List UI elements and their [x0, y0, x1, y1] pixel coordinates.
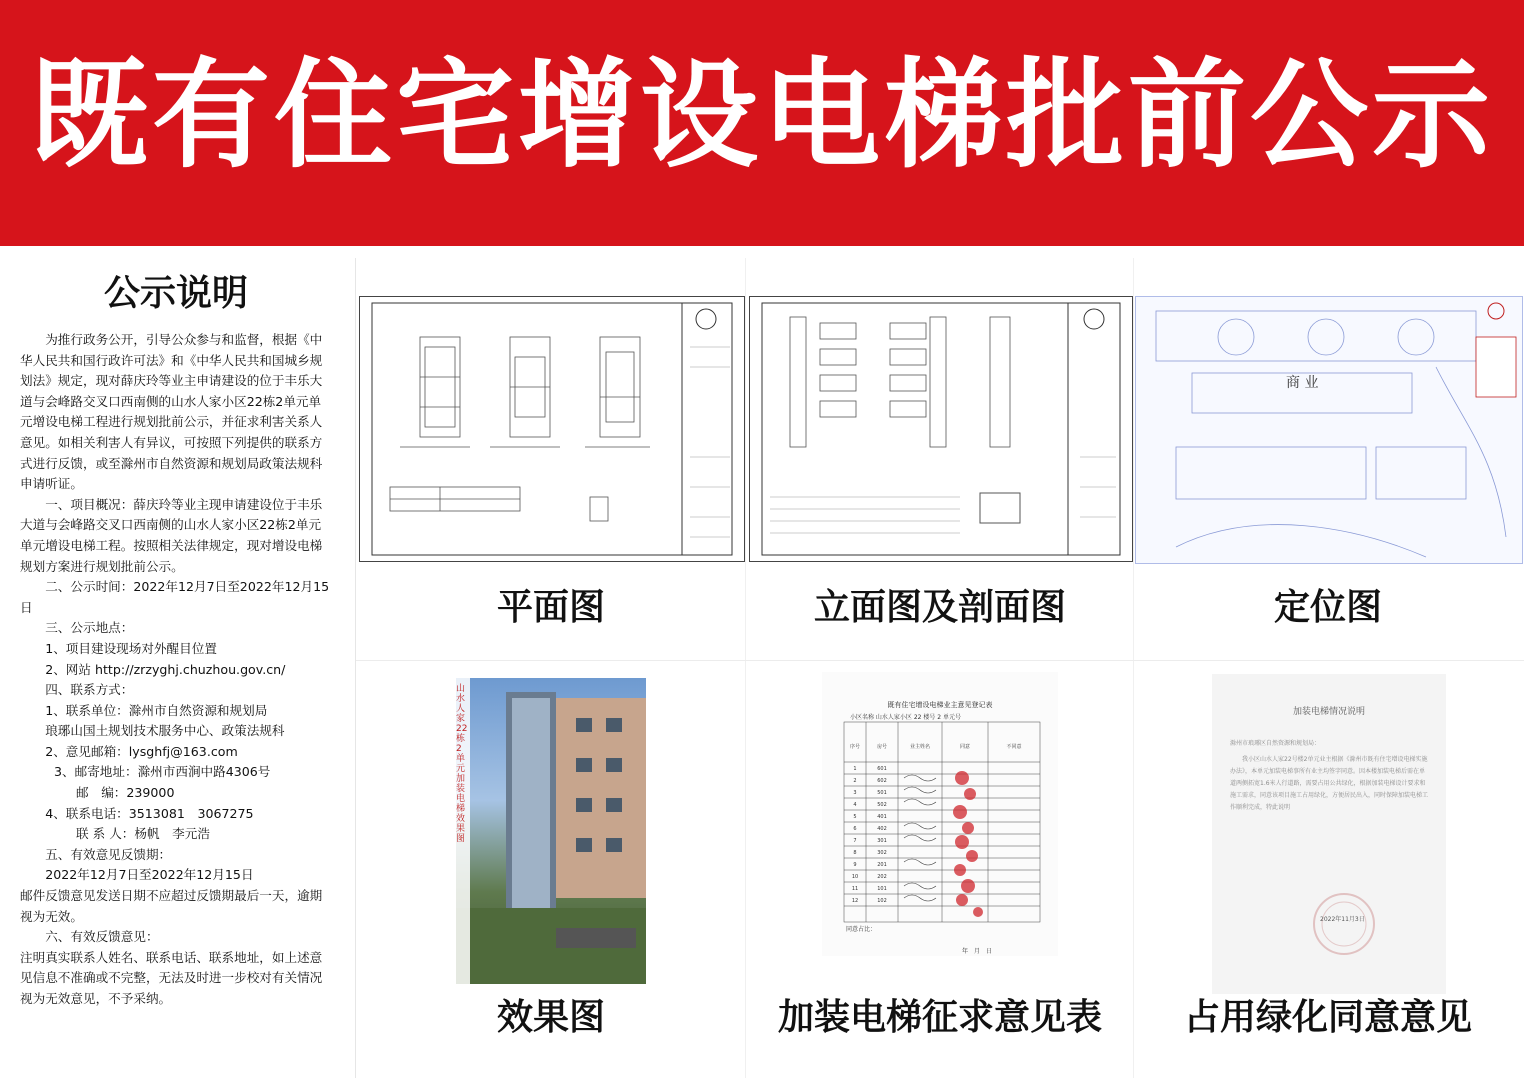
doc-date: 2022年11月3日: [1320, 916, 1365, 923]
notice-line: 3、邮寄地址：滁州市西涧中路4306号: [54, 764, 271, 780]
rendering-label: 山水人家22栋2单元加装电梯效果图: [456, 684, 468, 844]
location-map: [1135, 296, 1523, 564]
form-row-cell: 2: [853, 778, 857, 784]
notice-line: 四、联系方式：: [45, 682, 134, 698]
notice-line: 4、联系电话：3513081 3067275: [45, 805, 254, 821]
caption-plan: 平面图: [496, 587, 605, 628]
form-row-cell: 602: [877, 778, 887, 784]
form-row-cell: 10: [851, 874, 859, 880]
form-row-cell: 102: [877, 898, 887, 904]
notice-line: 为推行政务公开，引导公众参与和监督，根据《中华人民共和国行政许可法》和《中华人民共和国城乡规划法》规定，现对薛庆玲等业主申请建设的位于丰乐大道与会峰路交叉口西南侧的山水人家小区22栋2单元单元增设电梯工程进行规划批前公示，并征求利害关系人意见。如相关利害人有异议，可按照下列提供的联系方式进行反馈，或至滁州市自然资源和规划局政策法规科申请听证。: [20, 332, 323, 492]
form-row-cell: 5: [853, 814, 857, 820]
caption-location: 定位图: [1273, 587, 1382, 628]
floor-plan-svg: [360, 297, 744, 561]
form-table-svg: [822, 672, 1058, 956]
notice-section: [20, 262, 332, 1062]
form-header-cell: 同意: [959, 744, 971, 750]
caption-rendering: 效果图: [496, 997, 605, 1038]
form-row-cell: 101: [877, 886, 887, 892]
form-row-cell: 601: [877, 766, 887, 772]
notice-line: 一、项目概况：薛庆玲等业主现申请建设位于丰乐大道与会峰路交叉口西南侧的山水人家小区22栋2单元单元增设电梯工程。按照相关法律规定，现对增设电梯规划方案进行规划批前公示。: [20, 496, 323, 574]
form-title: 既有住宅增设电梯业主意见登记表: [887, 701, 993, 709]
form-row-cell: 301: [877, 838, 887, 844]
form-row-cell: 501: [877, 790, 887, 796]
form-row-cell: 1: [853, 766, 857, 772]
notice-line: 五、有效意见反馈期：: [45, 846, 172, 862]
caption-elevation: 立面图及剖面图: [813, 587, 1066, 628]
notice-heading: 公示说明: [103, 273, 248, 314]
column-divider: [1133, 258, 1134, 1078]
form-row-cell: 4: [853, 802, 857, 808]
floor-plan-drawing: [359, 296, 745, 562]
form-subtitle: 小区名称 山水人家小区 22 楼号 2 单元号: [850, 714, 961, 721]
notice-line: 六、有效反馈意见：: [45, 929, 159, 945]
greenland-doc-image: [1212, 674, 1446, 994]
form-header-cell: 序号: [849, 744, 861, 750]
form-date: 年 月 日: [962, 948, 993, 955]
form-row-cell: 11: [851, 886, 859, 892]
doc-body: 我小区山水人家22号楼2单元业主根据《滁州市既有住宅增设电梯实施办法》，本单元加装电梯事所有业主均签字同意。因本楼加装电梯后需在单道两侧拓宽1.6米人行道路，需要占用公共绿化，根据加装电梯设计要求和施工需求，同意该项目施工占用绿化，方便居民出入，同时保障加装电梯工作顺利完成，特此说明: [1230, 756, 1429, 811]
map-label: 商 业: [1286, 375, 1319, 391]
opinion-form-image: [822, 672, 1058, 956]
caption-greenland: 占用绿化同意意见: [1183, 997, 1472, 1038]
notice-line: 2022年12月7日至2022年12月15日: [45, 867, 254, 883]
title-banner: [0, 0, 1524, 246]
notice-body: [20, 330, 332, 1010]
form-row-cell: 9: [853, 862, 857, 868]
notice-line: 二、公示时间：2022年12月7日至2022年12月15日: [20, 579, 330, 615]
notice-line: 2、网站 http://zrzyghj.chuzhou.gov.cn/: [45, 661, 286, 677]
form-header-cell: 房号: [876, 744, 888, 750]
form-row-cell: 6: [853, 826, 857, 832]
row-divider: [356, 660, 1524, 661]
notice-line: 1、联系单位：滁州市自然资源和规划局: [45, 702, 268, 718]
form-header-cell: 不同意: [1006, 744, 1022, 750]
form-row-cell: 302: [877, 850, 887, 856]
notice-line: 1、项目建设现场对外醒目位置: [45, 640, 217, 656]
form-header-cell: 业主姓名: [909, 744, 931, 750]
column-divider: [355, 258, 356, 1078]
form-footer: 同意占比：: [846, 926, 877, 933]
caption-opinion-form: 加装电梯征求意见表: [777, 997, 1102, 1038]
column-divider: [745, 258, 746, 1078]
notice-line: 联 系 人：杨帆 李元浩: [76, 826, 210, 842]
form-row-cell: 502: [877, 802, 887, 808]
form-row-cell: 402: [877, 826, 887, 832]
seal-svg: [1212, 674, 1446, 994]
form-row-cell: 3: [853, 790, 857, 796]
elevation-drawing: [749, 296, 1133, 562]
page-title: 既有住宅增设电梯批前公示: [29, 46, 1494, 184]
notice-line: 注明真实联系人姓名、联系电话、联系地址，如上述意见信息不准确或不完整，无法及时进一步校对有关情况视为无效意见，不予采纳。: [20, 949, 323, 1006]
form-row-cell: 7: [853, 838, 857, 844]
notice-line: 琅琊山国土规划技术服务中心、政策法规科: [45, 723, 285, 739]
form-row-cell: 12: [851, 898, 859, 904]
form-row-cell: 401: [877, 814, 887, 820]
form-row-cell: 8: [853, 850, 857, 856]
form-row-cell: 201: [877, 862, 887, 868]
notice-line: 邮件反馈意见发送日期不应超过反馈期最后一天，逾期视为无效。: [20, 888, 323, 924]
location-map-svg: [1136, 297, 1522, 563]
elevation-svg: [750, 297, 1132, 561]
doc-title: 加装电梯情况说明: [1292, 707, 1365, 717]
rendering-svg: [456, 678, 646, 984]
rendering-image: [456, 678, 646, 984]
notice-line: 2、意见邮箱：lysghfj@163.com: [45, 743, 238, 759]
notice-line: 三、公示地点：: [45, 620, 134, 636]
form-row-cell: 202: [877, 874, 887, 880]
doc-addressee: 滁州市琅琊区自然资源和规划局：: [1230, 740, 1321, 747]
notice-line: 邮 编：239000: [76, 785, 175, 801]
